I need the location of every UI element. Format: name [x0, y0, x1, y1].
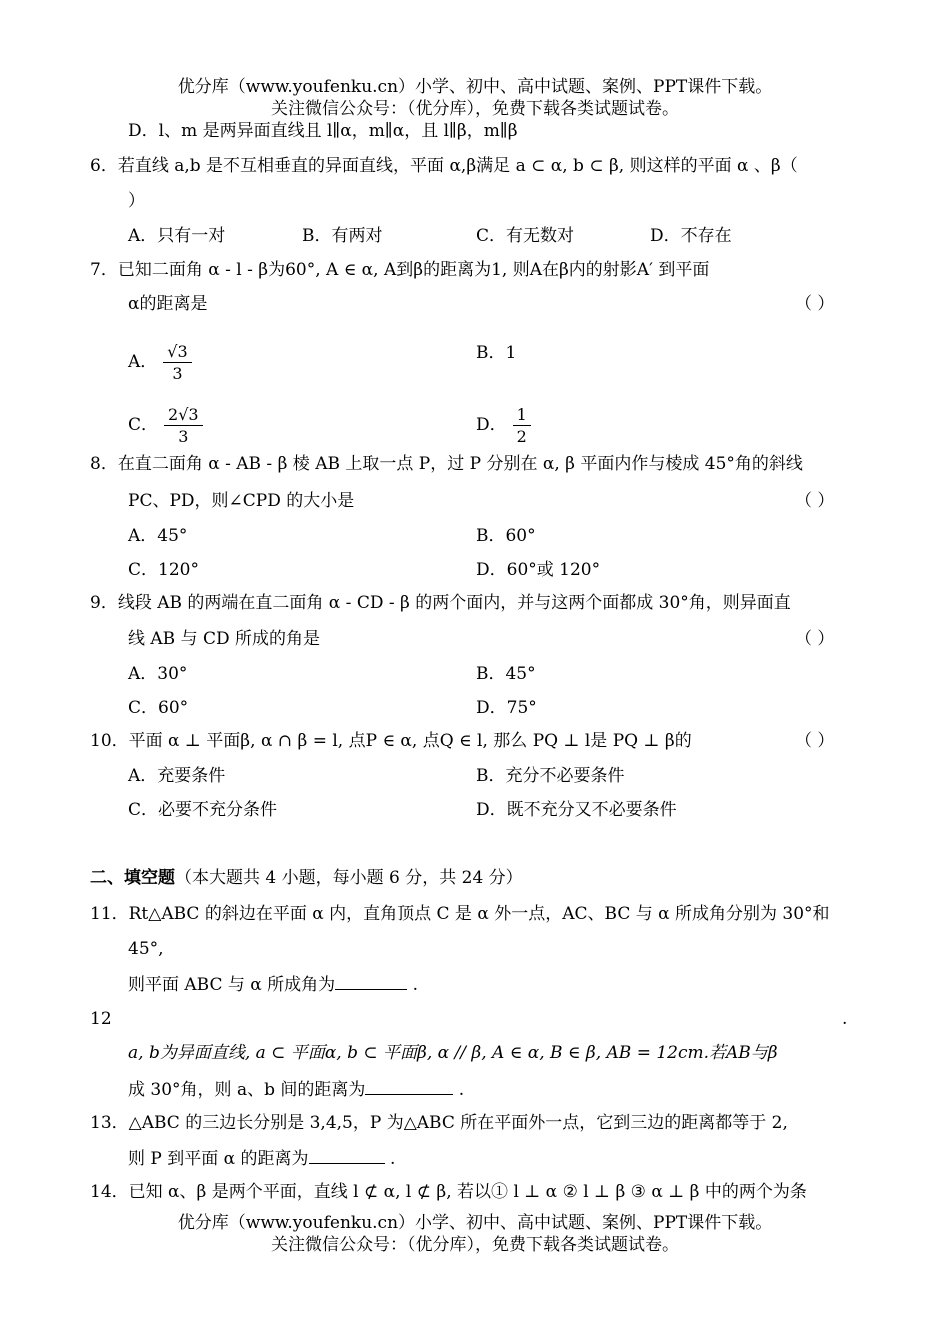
q14-stem: 14．已知 α、β 是两个平面，直线 l ⊄ α, l ⊄ β, 若以① l ⊥ α ② l ⊥ β ③ α ⊥ β 中的两个为条: [90, 1182, 807, 1202]
section-2-title: 二、填空题: [90, 868, 175, 888]
q9-option-b: B．45°: [476, 664, 536, 684]
header-line-2: 关注微信公众号：（优分库），免费下载各类试题试卷。: [271, 99, 679, 119]
q7-stem: 7．已知二面角 α - l - β为60°, A ∈ α, A到β的距离为1, 则A在β内的射影A′ 到平面: [90, 260, 710, 280]
q9-stem-cont: 线 AB 与 CD 所成的角是: [128, 629, 321, 649]
header-line-1: 优分库（www.youfenku.cn）小学、初中、高中试题、案例、PPT课件下载。: [177, 77, 773, 97]
q7-option-d-label: D．: [476, 415, 507, 435]
q11-stem-line3: [128, 973, 418, 996]
q5-option-d: D．l、m 是两异面直线且 l∥α，m∥α，且 l∥β，m∥β: [128, 121, 518, 141]
q12-prompt: 成 30°角，则 a、b 间的距离为: [128, 1080, 366, 1100]
q11-stem: 11．Rt△ABC 的斜边在平面 α 内，直角顶点 C 是 α 外一点，AC、BC 与 α 所成角分别为 30°和: [90, 904, 830, 924]
q12-tail: .: [453, 1080, 465, 1100]
q9-stem: 9．线段 AB 的两端在直二面角 α - CD - β 的两个面内，并与这两个面都成 30°角，则异面直: [90, 593, 791, 613]
q10-option-d: D．既不充分又不必要条件: [476, 800, 677, 820]
q13-stem: 13．△ABC 的三边长分别是 3,4,5，P 为△ABC 所在平面外一点，它到三边的距离都等于 2,: [90, 1113, 788, 1133]
q8-option-a: A．45°: [128, 526, 188, 546]
q10-option-c: C．必要不充分条件: [128, 800, 278, 820]
q7-option-a-fraction: [163, 342, 191, 383]
fraction-numerator: 2√3: [168, 405, 199, 424]
q12-number: 12: [90, 1009, 112, 1029]
q10-option-b: B．充分不必要条件: [476, 766, 625, 786]
fraction-denominator: 3: [163, 362, 191, 383]
q11-answer-blank[interactable]: [335, 973, 407, 990]
section-2-description: （本大题共 4 小题，每小题 6 分，共 24 分）: [175, 868, 523, 888]
fraction-denominator: 3: [164, 425, 203, 446]
q13-prompt: 则 P 到平面 α 的距离为: [128, 1149, 309, 1169]
q13-stem-cont: [128, 1147, 395, 1170]
q12-stem: a, b为异面直线, a ⊂ 平面α, b ⊂ 平面β, α // β, A ∈ α, B ∈ β, AB = 12cm.若AB与β: [128, 1043, 778, 1063]
q12-stem-cont: [128, 1078, 464, 1101]
q7-option-d-fraction: [513, 405, 531, 446]
footer-line-2: 关注微信公众号：（优分库），免费下载各类试题试卷。: [271, 1235, 679, 1255]
q10-option-a: A．充要条件: [128, 766, 226, 786]
q11-prompt: 则平面 ABC 与 α 所成角为: [128, 975, 336, 995]
q8-option-d: D．60°或 120°: [476, 560, 601, 580]
q8-stem: 8．在直二面角 α - AB - β 棱 AB 上取一点 P，过 P 分别在 α, β 平面内作与棱成 45°角的斜线: [90, 454, 803, 474]
q12-number-dot: .: [842, 1009, 848, 1029]
fraction-numerator: 1: [516, 405, 527, 424]
q8-stem-cont: PC、PD，则∠CPD 的大小是: [128, 491, 355, 511]
q6-option-b: B．有两对: [302, 226, 383, 246]
q7-option-a-label: A．: [128, 352, 158, 372]
q11-stem-cont: 45°,: [128, 939, 164, 959]
fraction-denominator: 2: [513, 425, 531, 446]
q8-option-b: B．60°: [476, 526, 536, 546]
q12-answer-blank[interactable]: [365, 1078, 453, 1095]
q11-tail: .: [407, 975, 418, 995]
q7-option-c: [128, 405, 203, 446]
q6-option-d: D．不存在: [650, 226, 732, 246]
q10-stem: 10．平面 α ⊥ 平面β, α ∩ β = l, 点P ∈ α, 点Q ∈ l, 那么 PQ ⊥ l是 PQ ⊥ β的: [90, 731, 692, 751]
q13-tail: .: [384, 1149, 396, 1169]
q7-option-d: [476, 405, 531, 446]
q7-option-b: B．1: [476, 343, 517, 363]
q7-option-c-fraction: [164, 405, 203, 446]
q9-option-d: D．75°: [476, 698, 537, 718]
q7-option-c-label: C．: [128, 415, 159, 435]
q9-option-c: C．60°: [128, 698, 189, 718]
q8-answer-paren: （ ）: [795, 491, 835, 511]
q8-option-c: C．120°: [128, 560, 199, 580]
q13-answer-blank[interactable]: [309, 1147, 385, 1164]
section-2-heading: [90, 867, 523, 889]
q6-stem-cont: ）: [128, 191, 145, 211]
q6-stem: 6．若直线 a,b 是不互相垂直的异面直线，平面 α,β满足 a ⊂ α, b ⊂ β, 则这样的平面 α 、β（: [90, 156, 798, 176]
q9-answer-paren: （ ）: [795, 629, 835, 649]
q10-answer-paren: （ ）: [795, 731, 835, 751]
q7-answer-paren: （ ）: [795, 294, 835, 314]
fraction-numerator: √3: [167, 342, 188, 361]
q7-stem-cont: α的距离是: [128, 294, 208, 314]
q9-option-a: A．30°: [128, 664, 188, 684]
footer-line-1: 优分库（www.youfenku.cn）小学、初中、高中试题、案例、PPT课件下载。: [177, 1213, 773, 1233]
q7-option-a: [128, 342, 192, 383]
q6-option-c: C．有无数对: [476, 226, 575, 246]
q6-option-a: A．只有一对: [128, 226, 226, 246]
